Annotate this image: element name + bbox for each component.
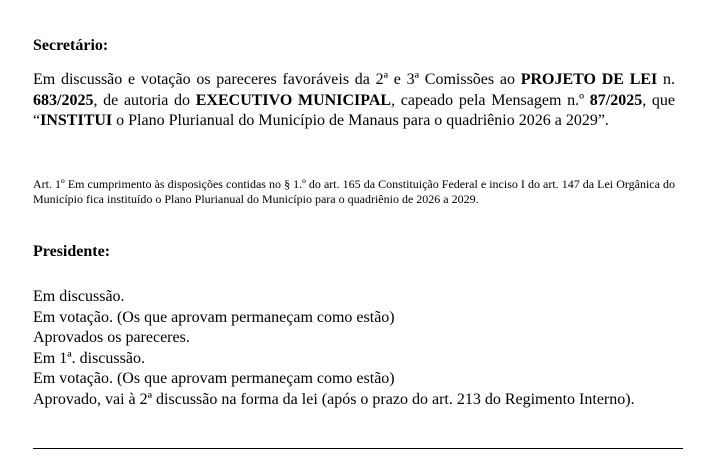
president-line: Em votação. (Os que aprovam permaneçam como estão) xyxy=(33,370,395,387)
secretary-heading: Secretário: xyxy=(33,37,109,54)
president-heading: Presidente: xyxy=(33,243,111,260)
president-line: Em discussão. xyxy=(33,288,125,305)
text-segment: o Plano Plurianual do Município de Manaus para o quadriênio 2026 a 2029”. xyxy=(112,112,609,129)
bottom-divider xyxy=(33,448,683,449)
text-segment: , de autoria do xyxy=(93,91,196,109)
president-lines xyxy=(33,287,683,410)
bold-text-segment: 87/2025 xyxy=(589,91,643,109)
president-line: Aprovados os pareceres. xyxy=(33,329,190,346)
bold-text-segment: 683/2025 xyxy=(33,91,94,109)
president-line: Em votação. (Os que aprovam permaneçam como estão) xyxy=(33,308,395,326)
text-segment: , capeado pela Mensagem n.º xyxy=(391,91,590,109)
bold-text-segment: PROJETO DE LEI xyxy=(520,71,658,88)
president-line: Aprovado, vai à 2ª discussão na forma da lei (após o prazo do art. 213 do Regimento Interno). xyxy=(33,390,635,408)
president-line: Em 1ª. discussão. xyxy=(33,349,145,367)
secretary-paragraph xyxy=(33,70,675,132)
text-segment: , que “ xyxy=(33,91,675,129)
article-text: Art. 1º Em cumprimento às disposições contidas no § 1.º do art. 165 da Constituição Federal e inciso I do art. 147 da Lei Orgânica do Município fica instituído o Plano Plurianual do Município para o quadriênio de 2026 a 2029. xyxy=(33,177,675,206)
text-segment: n. xyxy=(657,71,676,88)
text-segment: Em discussão e votação os pareceres favoráveis da 2ª e 3ª Comissões ao xyxy=(33,71,521,88)
bold-text-segment: EXECUTIVO MUNICIPAL xyxy=(195,91,392,109)
bold-text-segment: INSTITUI xyxy=(40,112,113,129)
